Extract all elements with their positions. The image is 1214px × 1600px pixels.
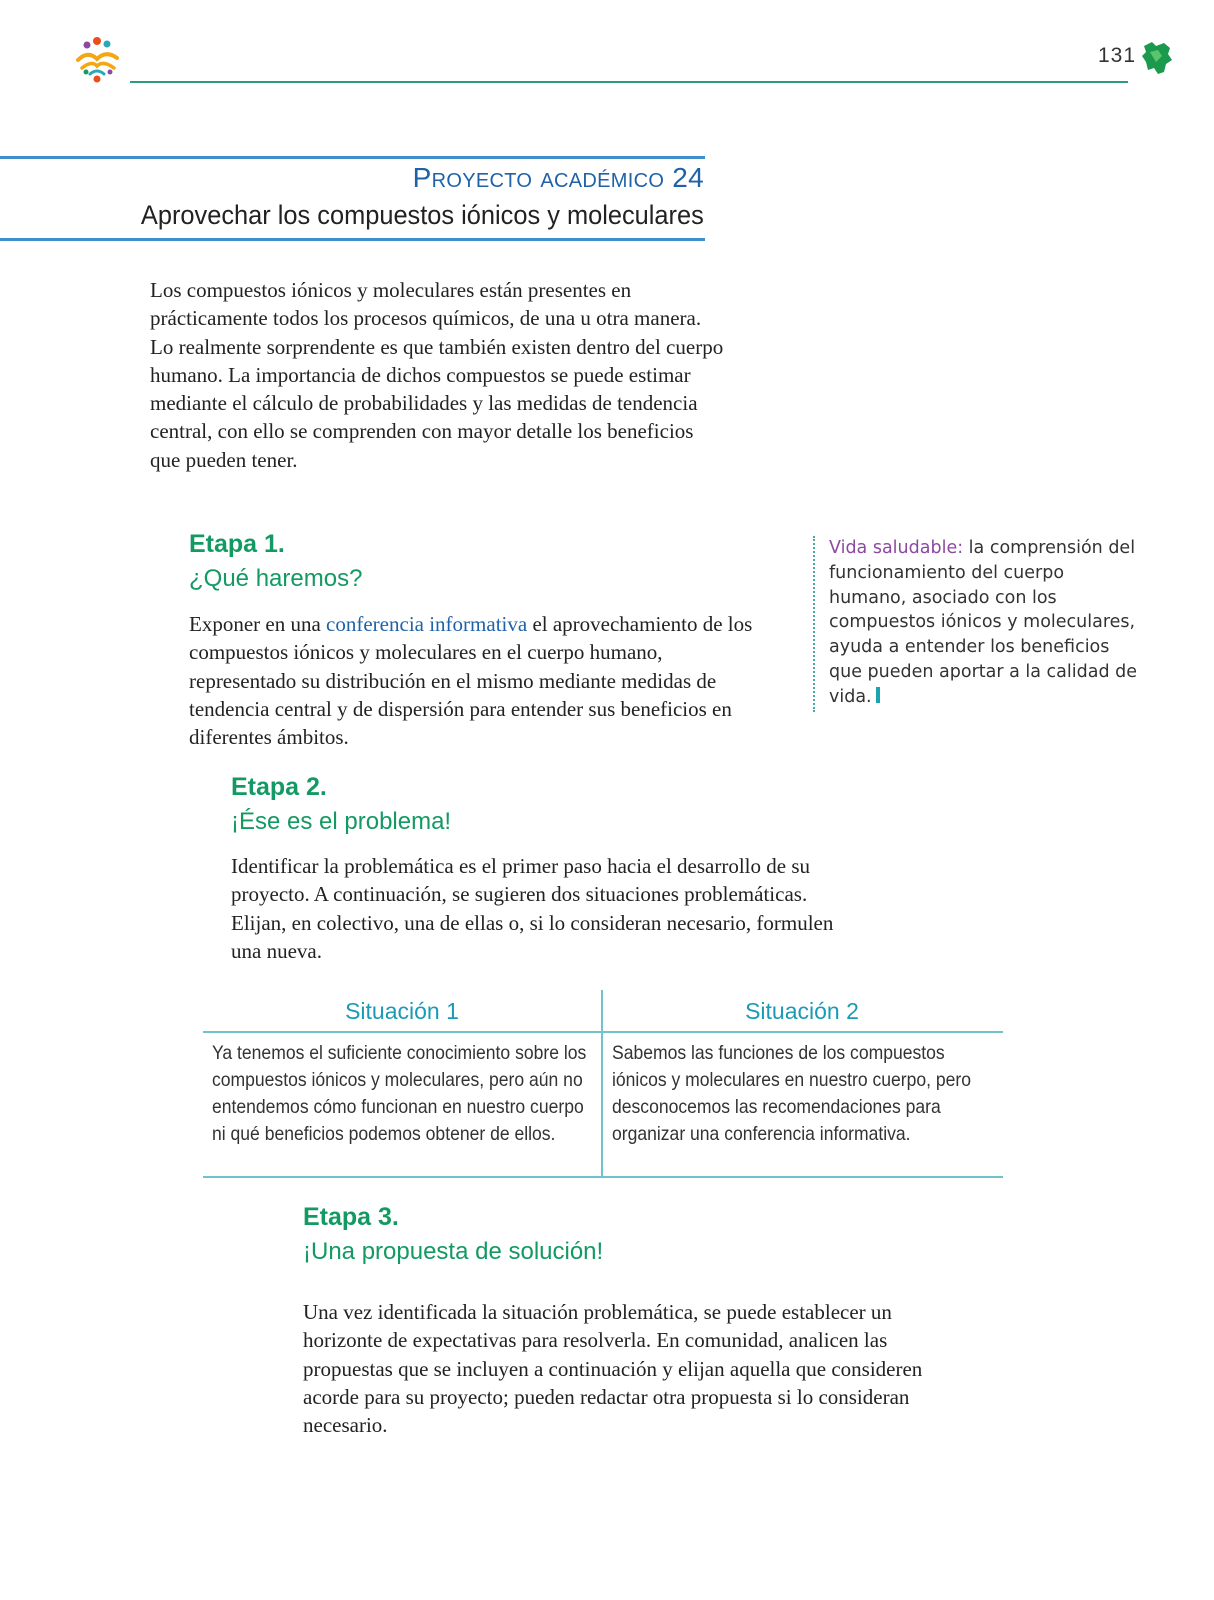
- stage1-subtitle: ¿Qué haremos?: [189, 565, 363, 592]
- healthy-life-sidebar: [813, 536, 1139, 712]
- situation2-text: Sabemos las funciones de los compuestos iónicos y moleculares en nuestro cuerpo, pero desconocemos las recomendaciones para organizar una conferencia informativa.: [612, 1042, 972, 1145]
- page-number: 131: [1098, 44, 1137, 67]
- project-subtitle: Aprovechar los compuestos iónicos y moleculares: [141, 200, 704, 230]
- green-map-icon: [1140, 40, 1174, 76]
- table-bottom-rule: [203, 1176, 1003, 1178]
- stage3-paragraph: Una vez identificada la situación problemática, se puede establecer un horizonte de expectativas para resolverla. En comunidad, analicen las propuestas que se incluyen a continuación y elijan aquella que consideren acorde para su proyecto; pueden redactar otra propuesta si lo consideran necesario.: [303, 1300, 923, 1438]
- title-rule-top: [0, 156, 705, 159]
- glossary-link[interactable]: conferencia informativa: [326, 612, 528, 636]
- situations-table: [203, 990, 1003, 1178]
- stage2-heading: [231, 773, 451, 836]
- stage1-text-before: Exponer en una: [189, 612, 327, 636]
- header-rule: [130, 81, 1128, 83]
- project-label: Proyecto académico 24: [412, 162, 704, 193]
- end-mark-icon: [876, 687, 880, 703]
- sidebar-text: la comprensión del funcionamiento del cuerpo humano, asociado con los compuestos iónicos y moleculares, ayuda a entender los beneficios que pueden aportar a la calidad de vida.: [829, 538, 1137, 707]
- stage2-paragraph: Identificar la problemática es el primer paso hacia el desarrollo de su proyecto. A continuación, se sugieren dos situaciones problemáticas. Elijan, en colectivo, una de ellas o, si lo consideran necesario, formulen una nueva.: [231, 854, 834, 963]
- situation2-title: Situación 2: [745, 998, 859, 1024]
- stage1-text-after: el aprovechamiento de los compuestos iónicos y moleculares en el cuerpo humano, representado su distribución en el mismo mediante medidas de tendencia central y de dispersión para entender sus beneficios en diferentes ámbitos.: [189, 612, 753, 750]
- title-rule-bottom: [0, 238, 705, 241]
- stage2-title: Etapa 2.: [231, 773, 327, 801]
- table-column-divider: [601, 990, 603, 1178]
- stage2-subtitle: ¡Ése es el problema!: [231, 808, 452, 835]
- table-header-rule: [203, 1031, 1003, 1033]
- sidebar-label: Vida saludable:: [829, 538, 964, 558]
- logo-icon: [70, 32, 126, 88]
- stage1-title: Etapa 1.: [189, 530, 285, 558]
- intro-paragraph: Los compuestos iónicos y moleculares están presentes en prácticamente todos los procesos químicos, de una u otra manera. Lo realmente sorprendente es que también existen dentro del cuerpo humano. La importancia de dichos compuestos se puede estimar mediante el cálculo de probabilidades y las medidas de tendencia central, con ello se comprenden con mayor detalle los beneficios que pueden tener.: [150, 278, 724, 472]
- stage1-heading: [189, 530, 362, 593]
- stage3-heading: [303, 1203, 603, 1266]
- stage1-paragraph: [189, 610, 769, 751]
- stage3-subtitle: ¡Una propuesta de solución!: [303, 1238, 604, 1265]
- stage3-title: Etapa 3.: [303, 1203, 399, 1231]
- situation1-text: Ya tenemos el suficiente conocimiento sobre los compuestos iónicos y moleculares, pero aún no entendemos cómo funcionan en nuestro cuerpo ni qué beneficios podemos obtener de ellos.: [212, 1042, 587, 1145]
- situation1-title: Situación 1: [345, 998, 459, 1024]
